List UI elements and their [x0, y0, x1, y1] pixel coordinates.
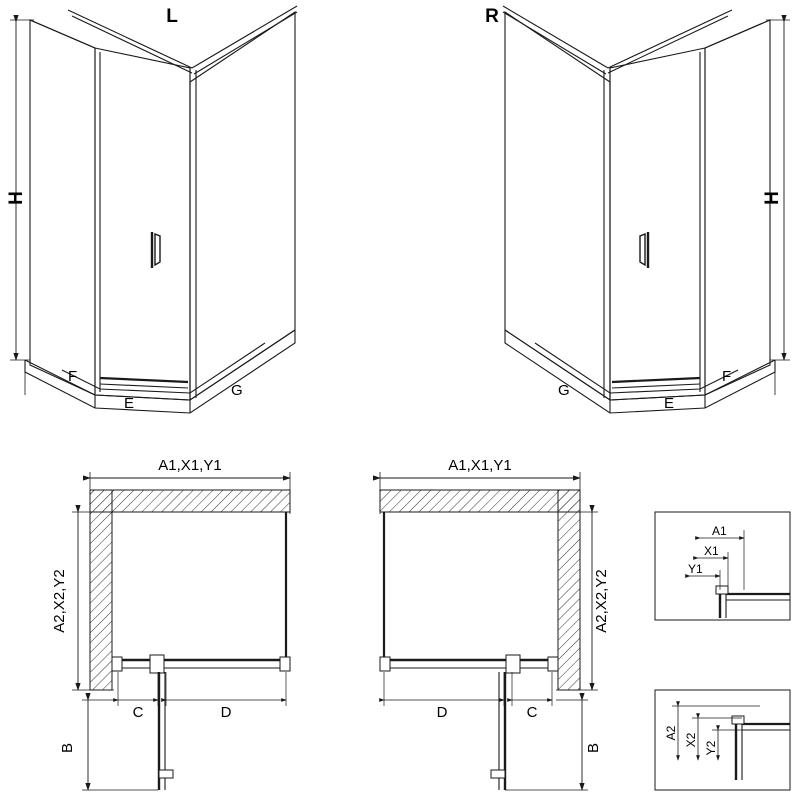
label-plan-left-c: C — [132, 704, 144, 721]
label-iso-left-side: F — [68, 368, 78, 385]
plan-view-right — [380, 472, 598, 790]
label-height-left: H — [6, 191, 27, 205]
label-detail-x2: X2 — [684, 732, 698, 748]
label-detail-a1: A1 — [712, 524, 727, 538]
label-plan-right-side-dim: A2,X2,Y2 — [593, 569, 610, 633]
label-plan-right-c: C — [526, 704, 538, 721]
label-plan-left-top-dim: A1,X1,Y1 — [158, 457, 222, 474]
label-plan-left-d: D — [220, 704, 232, 721]
iso-view-right — [503, 6, 790, 413]
label-plan-left-b: B — [59, 742, 76, 754]
label-view-right: R — [485, 6, 499, 27]
label-plan-right-d: D — [436, 704, 448, 721]
label-plan-right-top-dim: A1,X1,Y1 — [448, 457, 512, 474]
iso-view-left — [10, 6, 297, 413]
plan-view-left — [72, 472, 290, 790]
label-iso-right-side: F — [722, 368, 732, 385]
label-detail-a2: A2 — [664, 725, 678, 741]
label-detail-x1: X1 — [704, 544, 719, 558]
label-iso-left-front: E — [124, 395, 135, 412]
label-height-right: H — [762, 191, 783, 205]
label-plan-right-b: B — [585, 742, 602, 754]
label-iso-right-left: G — [558, 382, 570, 399]
label-iso-right-front: E — [664, 395, 675, 412]
label-detail-y1: Y1 — [688, 562, 703, 576]
label-detail-y2: Y2 — [704, 740, 718, 756]
label-iso-left-right: G — [231, 382, 243, 399]
label-plan-left-side-dim: A2,X2,Y2 — [51, 569, 68, 633]
label-view-left: L — [166, 6, 178, 27]
